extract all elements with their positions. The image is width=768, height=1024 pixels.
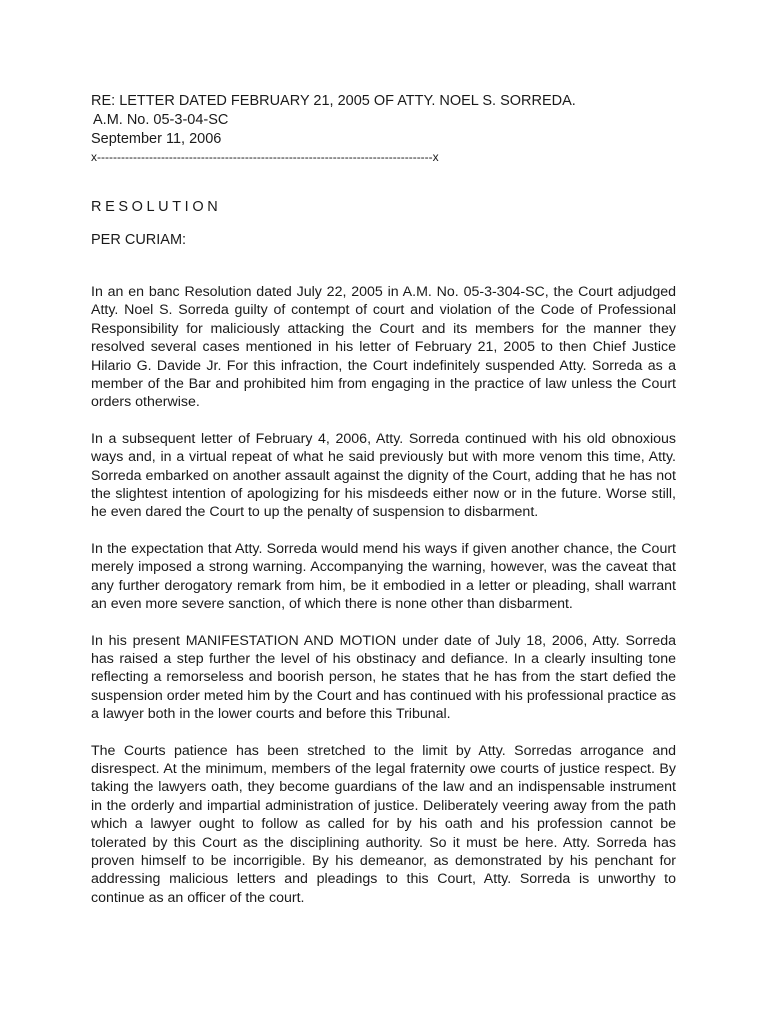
body-paragraph: In an en banc Resolution dated July 22, 2005 in A.M. No. 05-3-304-SC, the Court adjudged Atty. Noel S. Sorreda guilty of contempt of court and violation of the Code of Professional Responsibility for maliciously attacking the Court and its members for the manner they resolved several cases mentioned in his letter of February 21, 2005 to then Chief Justice Hilario G. Davide Jr. For this infraction, the Court indefinitely suspended Atty. Sorreda as a member of the Bar and prohibited him from engaging in the practice of law unless the Court orders otherwise. (91, 284, 676, 411)
resolution-heading: RESOLUTION (91, 199, 222, 215)
body-paragraph: The Courts patience has been stretched to the limit by Atty. Sorredas arrogance and disrespect. At the minimum, members of the legal fraternity owe courts of justice respect. By taking the lawyers oath, they become guardians of the law and an indispensable instrument in the orderly and impartial administration of justice. Deliberately veering away from the path which a lawyer ought to follow as called for by his oath and his profession cannot be tolerated by this Court as the disciplining authority. So it must be here. Atty. Sorreda has proven himself to be incorrigible. By his demeanor, as demonstrated by his penchant for addressing malicious letters and pleadings to this Court, Atty. Sorreda is unworthy to continue as an officer of the court. (91, 742, 676, 906)
body-paragraph: In a subsequent letter of February 4, 2006, Atty. Sorreda continued with his old obnoxious ways and, in a virtual repeat of what he said previously but with more venom this time, Atty. Sorreda embarked on another assault against the dignity of the Court, adding that he has not the slightest intention of apologizing for his misdeeds either now or in the future. Worse still, he even dared the Court to up the penalty of suspension to disbarment. (91, 430, 676, 521)
separator-line: x------------------------------------------------------------------------------------x (91, 150, 439, 164)
per-curiam-label: PER CURIAM: (91, 232, 187, 248)
body-paragraph: In the expectation that Atty. Sorreda would mend his ways if given another chance, the Court merely imposed a strong warning. Accompanying the warning, however, was the caveat that any further derogatory remark from him, be it embodied in a letter or pleading, shall warrant an even more severe sanction, of which there is none other than disbarment. (91, 540, 676, 613)
document-page (91, 92, 676, 907)
re-line: RE: LETTER DATED FEBRUARY 21, 2005 OF ATTY. NOEL S. SORREDA. (91, 93, 576, 109)
am-number: A.M. No. 05-3-04-SC (93, 112, 229, 128)
body-paragraph: In his present MANIFESTATION AND MOTION under date of July 18, 2006, Atty. Sorreda has raised a step further the level of his obstinacy and defiance. In a clearly insulting tone reflecting a remorseless and boorish person, he states that he has from the start defied the suspension order meted him by the Court and has continued with his professional practice as a lawyer both in the lower courts and before this Tribunal. (91, 632, 676, 723)
resolution-date: September 11, 2006 (91, 131, 222, 147)
